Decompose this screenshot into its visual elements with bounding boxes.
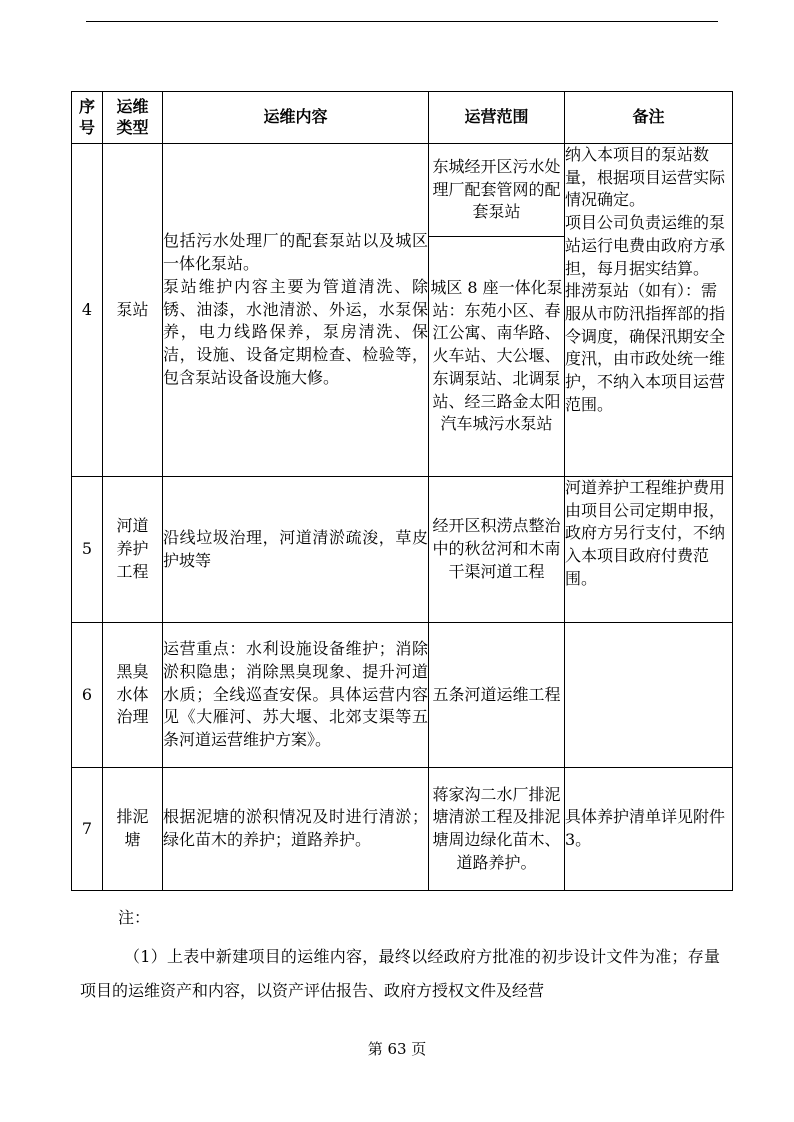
row5-type: 河道 养护 工程 xyxy=(103,477,163,623)
row6-no: 6 xyxy=(72,623,103,768)
row7-no: 7 xyxy=(72,768,103,891)
notes-title: 注： xyxy=(118,908,151,927)
table-row-4a xyxy=(72,144,733,237)
header-rule xyxy=(86,21,718,22)
header-no: 序 号 xyxy=(72,92,103,144)
row7-range: 蒋家沟二水厂排泥塘清淤工程及排泥塘周边绿化苗木、道路养护。 xyxy=(429,768,565,891)
header-note: 备注 xyxy=(565,92,733,144)
notes-paragraph-1: （1）上表中新建项目的运维内容，最终以经政府方批准的初步设计文件为准；存量项目的运维资产和内容，以资产评估报告、政府方授权文件及经营 xyxy=(80,947,720,1001)
row4-type: 泵站 xyxy=(103,144,163,477)
row6-content: 运营重点：水利设施设备维护；消除淤积隐患；消除黑臭现象、提升河道水质；全线巡查安保。具体运营内容见《大雁河、苏大堰、北郊支渠等五条河道运营维护方案》。 xyxy=(163,623,429,768)
header-content: 运维内容 xyxy=(163,92,429,144)
row4-note: 纳入本项目的泵站数量，根据项目运营实际情况确定。 项目公司负责运维的泵站运行电费由政府方承担，每月据实结算。 排涝泵站（如有）：需服从市防汛指挥部的指令调度，确保汛期安全度汛，由市政处统一维护，不纳入本项目运营范围。 xyxy=(565,144,733,477)
table-row-6 xyxy=(72,623,733,768)
row5-content: 沿线垃圾治理，河道清淤疏浚，草皮护坡等 xyxy=(163,477,429,623)
row5-no: 5 xyxy=(72,477,103,623)
row6-note xyxy=(565,623,733,768)
row7-type: 排泥 塘 xyxy=(103,768,163,891)
row6-range: 五条河道运维工程 xyxy=(429,623,565,768)
row4-range-b: 城区 8 座一体化泵站：东苑小区、春江公寓、南华路、火车站、大公堰、东调泵站、北调泵站、经三路金太阳汽车城污水泵站 xyxy=(429,237,565,477)
row7-content: 根据泥塘的淤积情况及时进行清淤；绿化苗木的养护；道路养护。 xyxy=(163,768,429,891)
row6-type: 黑臭 水体 治理 xyxy=(103,623,163,768)
row4-content: 包括污水处理厂的配套泵站以及城区一体化泵站。 泵站维护内容主要为管道清洗、除锈、油漆，水池清淤、外运，水泵保养，电力线路保养，泵房清洗、保洁，设施、设备定期检查、检验等，包含泵站设备设施大修。 xyxy=(163,144,429,477)
header-type: 运维 类型 xyxy=(103,92,163,144)
row7-note: 具体养护清单详见附件 3。 xyxy=(565,768,733,891)
header-range: 运营范围 xyxy=(429,92,565,144)
row5-note: 河道养护工程维护费用由项目公司定期申报，政府方另行支付，不纳入本项目政府付费范围。 xyxy=(565,477,733,623)
row5-range: 经开区积涝点整治中的秋岔河和木南干渠河道工程 xyxy=(429,477,565,623)
table-row-5 xyxy=(72,477,733,623)
row4-range-a: 东城经开区污水处理厂配套管网的配套泵站 xyxy=(429,144,565,237)
page-number: 第 63 页 xyxy=(367,1040,427,1058)
operations-table xyxy=(71,91,733,891)
row4-no: 4 xyxy=(72,144,103,477)
table-row-7 xyxy=(72,768,733,891)
table-header-row xyxy=(72,92,733,144)
